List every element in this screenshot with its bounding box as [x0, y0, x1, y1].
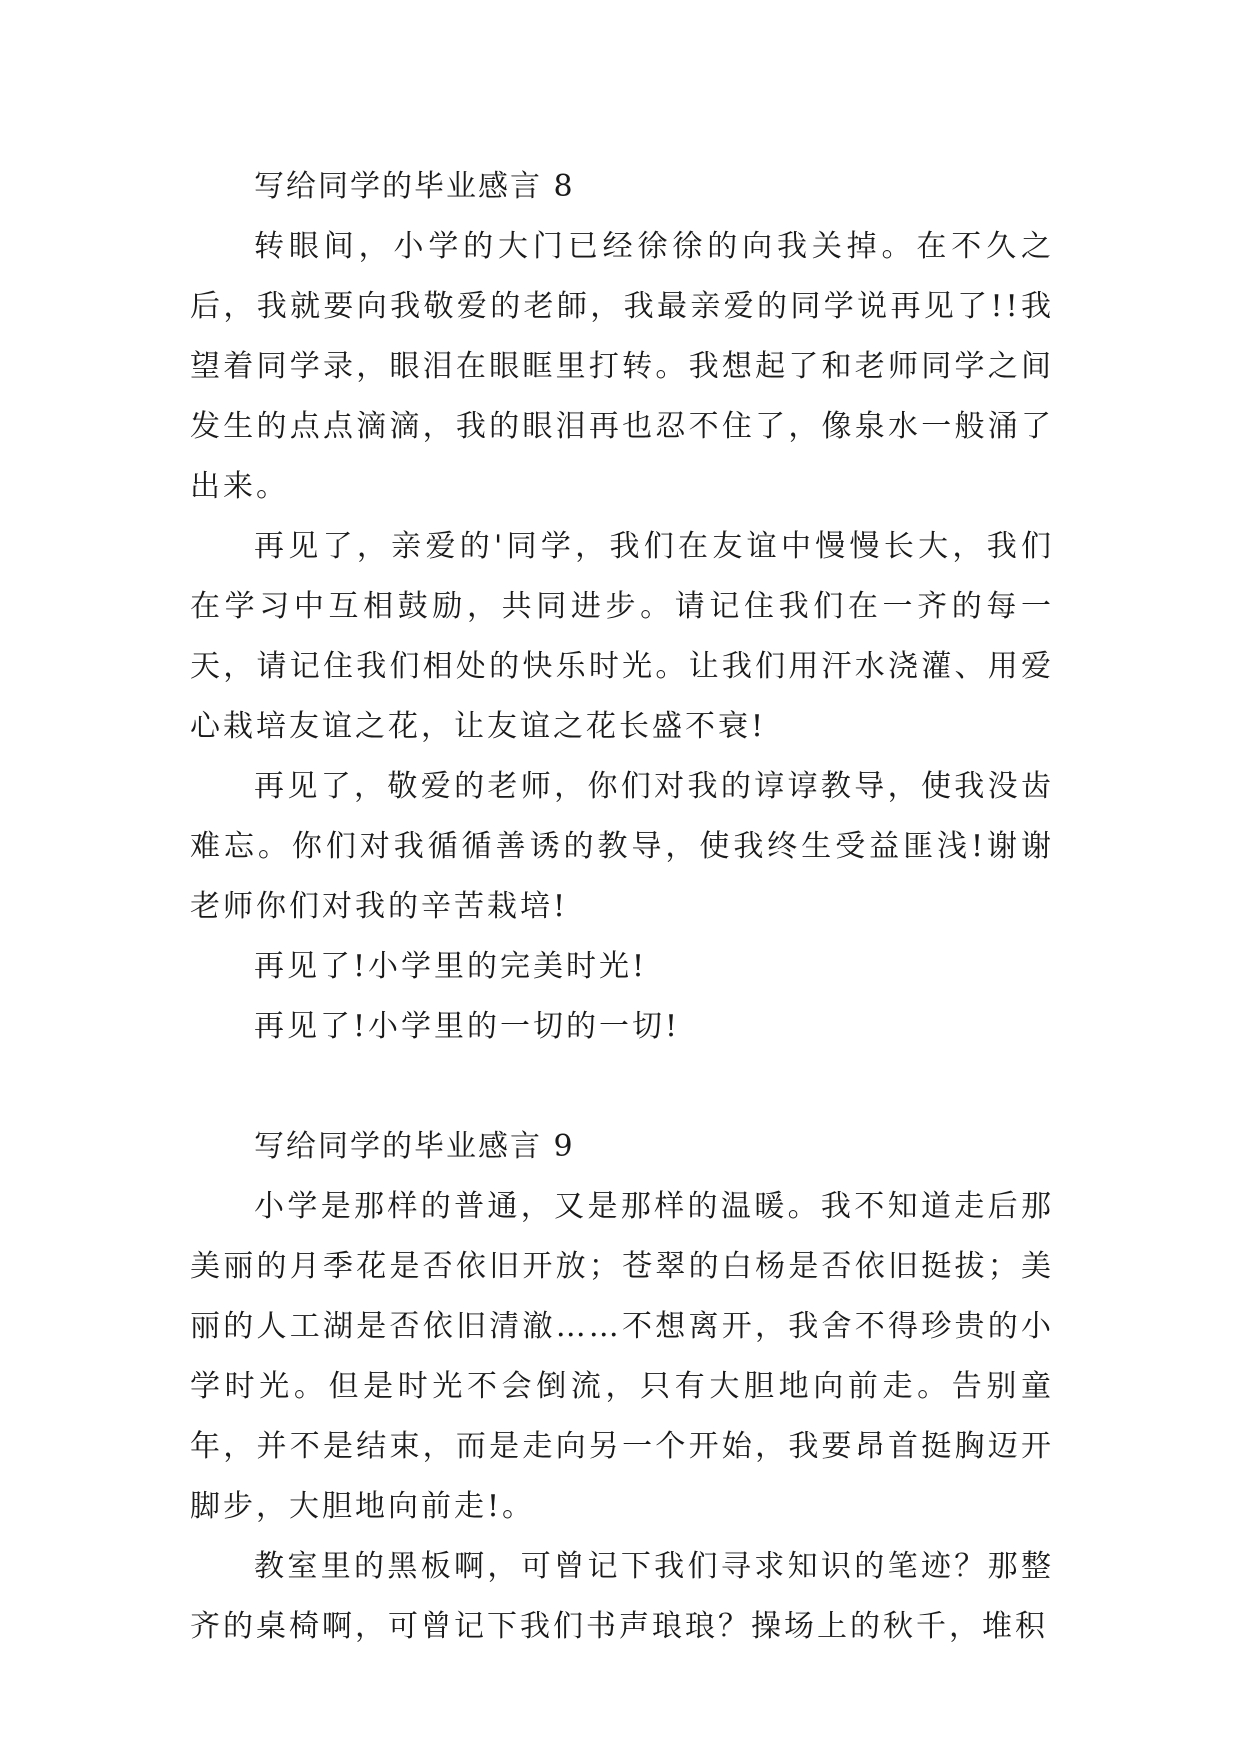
- paragraph: 再见了，敬爱的老师，你们对我的谆谆教导，使我没齿难忘。你们对我循循善诱的教导，使我终生受益匪浅!谢谢老师你们对我的辛苦栽培!: [190, 769, 1054, 924]
- paragraph: 再见了，亲爱的'同学，我们在友谊中慢慢长大，我们在学习中互相鼓励，共同进步。请记住我们在一齐的每一天，请记住我们相处的快乐时光。让我们用汗水浇灌、用爱心栽培友谊之花，让友谊之花长盛不衰!: [190, 529, 1054, 744]
- section-title: 写给同学的毕业感言 9: [254, 1129, 575, 1164]
- essay-section-8: [190, 157, 1054, 1057]
- paragraph: 再见了!小学里的一切的一切!: [254, 1009, 681, 1044]
- section-title: 写给同学的毕业感言 8: [254, 169, 575, 204]
- paragraph: 教室里的黑板啊，可曾记下我们寻求知识的笔迹？那整齐的桌椅啊，可曾记下我们书声琅琅？操场上的秋千，堆积: [190, 1549, 1054, 1644]
- paragraph: 再见了!小学里的完美时光!: [254, 949, 648, 984]
- section-spacer: [190, 1057, 1054, 1117]
- essay-section-9: [190, 1117, 1054, 1657]
- document-body: [190, 157, 1054, 1657]
- paragraph: 转眼间，小学的大门已经徐徐的向我关掉。在不久之后，我就要向我敬爱的老師，我最亲爱的同学说再见了!!我望着同学录，眼泪在眼眶里打转。我想起了和老师同学之间发生的点点滴滴，我的眼泪再也忍不住了，像泉水一般涌了出来。: [190, 229, 1054, 504]
- paragraph: 小学是那样的普通，又是那样的温暖。我不知道走后那美丽的月季花是否依旧开放；苍翠的白杨是否依旧挺拔；美丽的人工湖是否依旧清澈……不想离开，我舍不得珍贵的小学时光。但是时光不会倒流，只有大胆地向前走。告别童年，并不是结束，而是走向另一个开始，我要昂首挺胸迈开脚步，大胆地向前走!。: [190, 1189, 1054, 1524]
